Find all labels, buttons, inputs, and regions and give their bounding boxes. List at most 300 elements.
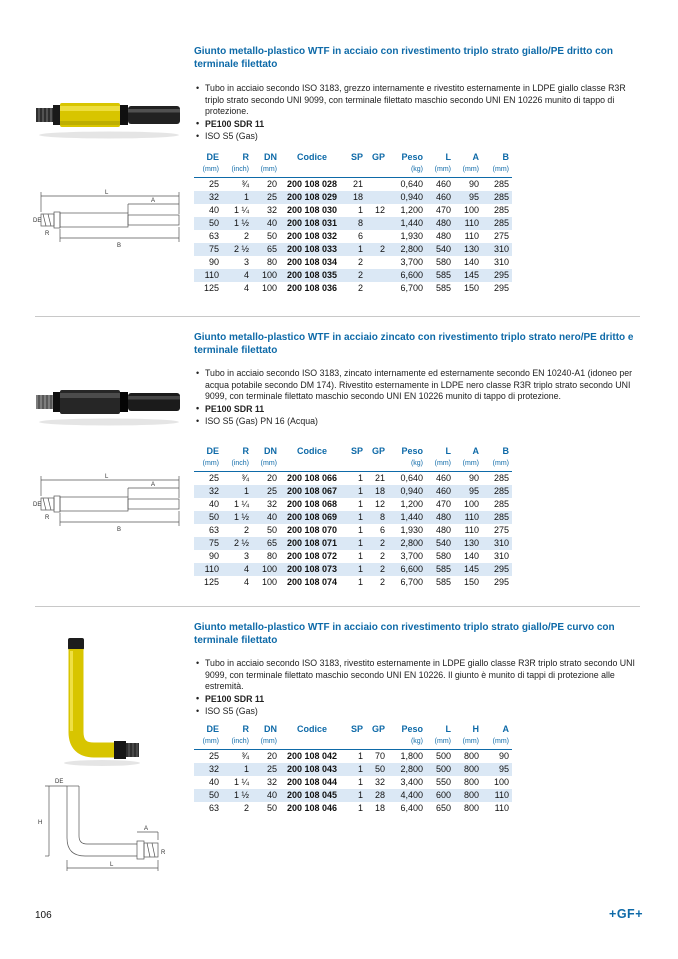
table-cell: 4 xyxy=(243,564,249,574)
table-cell: 63 xyxy=(208,525,219,535)
table-cell: 50 xyxy=(208,512,219,522)
table-cell: 285 xyxy=(493,512,509,522)
drawing-labels xyxy=(33,474,155,533)
table-cell: 1 xyxy=(357,538,363,548)
table-cell: 2 ½ xyxy=(233,244,249,254)
table-cell xyxy=(366,256,388,269)
table-row xyxy=(194,776,512,789)
technical-drawing-straight xyxy=(33,470,185,534)
column-header: Codice xyxy=(296,152,327,162)
table-cell: 4 xyxy=(243,270,249,280)
elbow-pipe-yellow xyxy=(72,649,117,750)
code-cell: 200 108 044 xyxy=(286,777,338,787)
table-cell: 1 xyxy=(357,764,363,774)
column-header: GP xyxy=(371,724,385,734)
dim-label-l: L xyxy=(105,474,109,480)
table-cell: 100 xyxy=(261,270,277,280)
table-cell: 585 xyxy=(435,283,451,293)
table-cell: 32 xyxy=(208,764,219,774)
table-cell: 800 xyxy=(463,777,479,787)
table-cell: 1 ¼ xyxy=(233,777,249,787)
table-cell: 3,700 xyxy=(400,257,423,267)
table-row xyxy=(194,191,512,204)
table-cell: 6,600 xyxy=(400,564,423,574)
table-cell: 95 xyxy=(498,764,509,774)
table-row xyxy=(194,750,512,764)
table-cell: 0,940 xyxy=(400,486,423,496)
table-cell: 18 xyxy=(352,192,363,202)
table-cell: 3 xyxy=(243,257,249,267)
table-cell: ¾ xyxy=(241,473,249,483)
column-header: L xyxy=(445,724,451,734)
bullet-pe-spec: • PE100 SDR 11 xyxy=(194,119,646,131)
table-row xyxy=(194,472,512,486)
code-cell: 200 108 069 xyxy=(286,512,338,522)
table-cell: 310 xyxy=(493,244,509,254)
table-cell: 470 xyxy=(435,499,451,509)
table-cell: 1 xyxy=(357,751,363,761)
column-unit: (mm) xyxy=(194,736,222,750)
table-cell: 1 ½ xyxy=(233,512,249,522)
code-cell: 200 108 033 xyxy=(286,244,338,254)
table-cell: 63 xyxy=(208,231,219,241)
table-cell: 1 xyxy=(357,244,363,254)
product-table xyxy=(194,724,512,815)
table-units-row xyxy=(194,164,512,178)
table-cell: 1 xyxy=(357,803,363,813)
dim-label-r: R xyxy=(45,515,50,521)
technical-drawing-elbow xyxy=(33,776,185,874)
table-cell: 1,930 xyxy=(400,525,423,535)
code-cell: 200 108 070 xyxy=(286,525,338,535)
code-cell: 200 108 042 xyxy=(286,751,338,761)
table-cell: 2,800 xyxy=(400,244,423,254)
column-unit: (kg) xyxy=(388,164,426,178)
table-cell: 110 xyxy=(494,803,509,813)
table-cell: 470 xyxy=(435,205,451,215)
dim-label-r: R xyxy=(161,850,166,856)
table-cell: 70 xyxy=(374,751,385,761)
column-unit xyxy=(280,458,344,472)
table-row xyxy=(194,230,512,243)
table-cell: 6 xyxy=(379,525,385,535)
table-cell: ¾ xyxy=(241,751,249,761)
column-header: L xyxy=(445,446,451,456)
column-header: R xyxy=(242,724,249,734)
table-cell: 40 xyxy=(266,790,277,800)
code-cell: 200 108 046 xyxy=(286,803,338,813)
table-row xyxy=(194,256,512,269)
table-cell: 110 xyxy=(204,564,219,574)
column-unit: (mm) xyxy=(194,458,222,472)
table-cell: 480 xyxy=(435,512,451,522)
code-cell: 200 108 032 xyxy=(286,231,338,241)
table-cell: 6,600 xyxy=(400,270,423,280)
table-cell: 90 xyxy=(468,179,479,189)
pe-cap-black xyxy=(68,638,84,650)
table-cell: 2 xyxy=(379,538,385,548)
table-cell: 580 xyxy=(435,257,451,267)
code-cell: 200 108 043 xyxy=(286,764,338,774)
table-cell: 285 xyxy=(493,473,509,483)
table-cell: 100 xyxy=(261,564,277,574)
product-photo-straight-black xyxy=(33,379,185,427)
column-unit: (mm) xyxy=(482,164,512,178)
table-cell: 50 xyxy=(374,764,385,774)
product-table xyxy=(194,446,512,589)
table-cell: 285 xyxy=(493,218,509,228)
column-unit: (kg) xyxy=(388,458,426,472)
table-cell: 480 xyxy=(435,218,451,228)
table-cell: 310 xyxy=(493,551,509,561)
table-cell: 32 xyxy=(266,205,277,215)
table-units-row xyxy=(194,458,512,472)
table-cell: 285 xyxy=(493,192,509,202)
code-cell: 200 108 034 xyxy=(286,257,338,267)
drawing-labels xyxy=(33,190,155,249)
table-cell: 585 xyxy=(435,564,451,574)
table-cell: 21 xyxy=(374,473,385,483)
table-cell: 50 xyxy=(266,525,277,535)
table-cell: ¾ xyxy=(241,179,249,189)
table-cell: 6,400 xyxy=(400,803,423,813)
table-cell: 20 xyxy=(266,473,277,483)
table-row xyxy=(194,485,512,498)
shadow xyxy=(64,760,140,766)
code-cell: 200 108 031 xyxy=(286,218,338,228)
code-cell: 200 108 067 xyxy=(286,486,338,496)
bullet-list xyxy=(194,368,646,429)
column-header: DE xyxy=(206,152,219,162)
column-unit: (mm) xyxy=(426,736,454,750)
table-cell: 0,640 xyxy=(400,179,423,189)
dim-label-r: R xyxy=(45,231,50,237)
table-row xyxy=(194,789,512,802)
table-cell: 2 xyxy=(243,525,249,535)
table-cell: 460 xyxy=(435,473,451,483)
bullet-description: • Tubo in acciaio secondo ISO 3183, grezzo internamente e rivestito esternamente in LDPE giallo classe R3R triplo strato secondo UNI 9099, con terminale filettato maschio secondo UNI EN 10226 munito di tappo di protezione. xyxy=(194,83,646,118)
table-cell: 50 xyxy=(208,790,219,800)
dim-label-b: B xyxy=(117,527,122,533)
code-cell: 200 108 068 xyxy=(286,499,338,509)
table-cell: 20 xyxy=(266,751,277,761)
table-cell: 125 xyxy=(203,283,219,293)
table-cell: 125 xyxy=(203,577,219,587)
column-unit xyxy=(280,736,344,750)
dim-label-de: DE xyxy=(55,779,64,785)
code-cell: 200 108 030 xyxy=(286,205,338,215)
table-row xyxy=(194,524,512,537)
table-cell: 40 xyxy=(266,218,277,228)
table-cell: 460 xyxy=(435,192,451,202)
table-cell: 32 xyxy=(374,777,385,787)
code-cell: 200 108 029 xyxy=(286,192,338,202)
table-cell: 295 xyxy=(493,283,509,293)
table-cell: 275 xyxy=(493,525,509,535)
code-cell: 200 108 071 xyxy=(286,538,338,548)
table-header-row xyxy=(194,152,512,164)
table-cell: 110 xyxy=(464,512,479,522)
column-header: R xyxy=(242,152,249,162)
dim-label-a: A xyxy=(151,198,156,204)
column-header: H xyxy=(472,724,479,734)
table-cell: 295 xyxy=(493,270,509,280)
table-cell: 540 xyxy=(435,538,451,548)
table-cell: 40 xyxy=(208,499,219,509)
table-row xyxy=(194,511,512,524)
column-unit: (kg) xyxy=(388,736,426,750)
table-cell: 1 ½ xyxy=(233,218,249,228)
column-header: GP xyxy=(371,152,385,162)
column-unit: (mm) xyxy=(252,736,280,750)
column-header: B xyxy=(502,446,509,456)
code-cell: 200 108 035 xyxy=(286,270,338,280)
code-cell: 200 108 072 xyxy=(286,551,338,561)
table-cell: 100 xyxy=(261,577,277,587)
table-row xyxy=(194,802,512,815)
column-unit: (mm) xyxy=(454,164,482,178)
table-cell: 32 xyxy=(208,192,219,202)
column-header: B xyxy=(502,152,509,162)
column-header: DE xyxy=(206,724,219,734)
table-row xyxy=(194,204,512,217)
column-header: SP xyxy=(350,724,363,734)
table-cell: 1,930 xyxy=(400,231,423,241)
table-cell: 65 xyxy=(266,538,277,548)
table-cell: 800 xyxy=(463,751,479,761)
table-cell: 25 xyxy=(208,179,219,189)
table-cell: 1 xyxy=(357,564,363,574)
column-header: GP xyxy=(371,446,385,456)
table-row xyxy=(194,498,512,511)
table-cell: 1 xyxy=(243,486,249,496)
column-header: DE xyxy=(206,446,219,456)
table-row xyxy=(194,178,512,192)
table-cell: 480 xyxy=(435,525,451,535)
column-unit: (inch) xyxy=(222,164,252,178)
table-cell: 1,440 xyxy=(400,218,423,228)
table-row xyxy=(194,563,512,576)
table-row xyxy=(194,282,512,295)
table-cell: 800 xyxy=(463,790,479,800)
page-number: 106 xyxy=(35,910,52,921)
table-cell: 110 xyxy=(464,231,479,241)
table-cell: 2 xyxy=(357,283,363,293)
table-cell: 100 xyxy=(463,499,479,509)
column-header: Peso xyxy=(401,446,423,456)
table-cell: 110 xyxy=(464,525,479,535)
column-header: Codice xyxy=(296,724,327,734)
table-cell: 285 xyxy=(493,205,509,215)
bullet-iso-spec: • ISO S5 (Gas) PN 16 (Acqua) xyxy=(194,416,646,428)
table-cell: 1 xyxy=(357,486,363,496)
table-cell xyxy=(366,191,388,204)
code-cell: 200 108 073 xyxy=(286,564,338,574)
section-divider xyxy=(35,606,640,607)
table-cell: 480 xyxy=(435,231,451,241)
column-unit: (mm) xyxy=(252,164,280,178)
table-cell: 6 xyxy=(357,231,363,241)
table-cell: 3,400 xyxy=(400,777,423,787)
table-cell: 585 xyxy=(435,577,451,587)
table-cell: 2 xyxy=(357,270,363,280)
table-cell: 295 xyxy=(493,577,509,587)
column-header: A xyxy=(472,152,479,162)
table-cell: 140 xyxy=(463,257,479,267)
column-unit: (mm) xyxy=(194,164,222,178)
table-cell xyxy=(366,282,388,295)
column-unit xyxy=(344,736,366,750)
table-cell: 800 xyxy=(463,764,479,774)
table-cell: 75 xyxy=(208,538,219,548)
table-cell: 8 xyxy=(379,512,385,522)
table-cell: 600 xyxy=(435,790,451,800)
straight-yellow-fitting-image xyxy=(33,92,185,140)
dim-label-b: B xyxy=(117,243,122,249)
straight-fitting-drawing xyxy=(33,470,185,534)
table-cell: 1 xyxy=(243,192,249,202)
table-cell: 50 xyxy=(266,231,277,241)
dim-label-de: DE xyxy=(33,218,42,224)
bullet-description: • Tubo in acciaio secondo ISO 3183, rivestito esternamente in LDPE giallo classe R3R triplo strato secondo UNI 9099, con terminale filettato maschio secondo UNI EN 10226. Il giunto è munito di tappi di protezione alle estremità. xyxy=(194,658,646,693)
table-cell: 65 xyxy=(266,244,277,254)
column-header: R xyxy=(242,446,249,456)
table-cell: 145 xyxy=(463,564,479,574)
table-cell: 110 xyxy=(494,790,509,800)
table-cell: 110 xyxy=(204,270,219,280)
column-unit xyxy=(366,164,388,178)
table-row xyxy=(194,269,512,282)
steel-body-black xyxy=(60,390,120,414)
table-cell: 295 xyxy=(493,564,509,574)
table-cell: 100 xyxy=(261,283,277,293)
table-row xyxy=(194,217,512,230)
table-cell: 2 xyxy=(357,257,363,267)
table-cell: 580 xyxy=(435,551,451,561)
table-cell: 18 xyxy=(374,803,385,813)
table-cell: 275 xyxy=(493,231,509,241)
table-row xyxy=(194,243,512,256)
column-unit xyxy=(366,458,388,472)
bullet-pe-spec: • PE100 SDR 11 xyxy=(194,404,646,416)
table-cell: 6,700 xyxy=(400,283,423,293)
section-title: Giunto metallo-plastico WTF in acciaio con rivestimento triplo strato giallo/PE dritto con terminale filettato xyxy=(194,46,613,70)
table-cell: 3,700 xyxy=(400,551,423,561)
section-divider xyxy=(35,316,640,317)
table-cell xyxy=(366,217,388,230)
table-cell: 1 xyxy=(357,790,363,800)
table-cell: 12 xyxy=(374,205,385,215)
straight-black-fitting-image xyxy=(33,379,185,427)
drawing-lines xyxy=(45,786,158,871)
table-cell: 4 xyxy=(243,577,249,587)
table-cell: 1 ½ xyxy=(233,790,249,800)
table-cell: 500 xyxy=(435,764,451,774)
straight-fitting-drawing xyxy=(33,186,185,250)
table-cell: 2,800 xyxy=(400,538,423,548)
table-cell: 550 xyxy=(435,777,451,787)
table-cell: 1 xyxy=(357,473,363,483)
table-cell: 1 xyxy=(357,205,363,215)
column-unit xyxy=(366,736,388,750)
column-unit: (mm) xyxy=(454,458,482,472)
table-cell: 150 xyxy=(463,577,479,587)
table-cell: 8 xyxy=(357,218,363,228)
table-cell: 150 xyxy=(463,283,479,293)
table-cell: 110 xyxy=(464,218,479,228)
brand-logo: +GF+ xyxy=(609,907,643,921)
table-cell: 21 xyxy=(352,179,363,189)
threaded-end xyxy=(36,392,60,412)
table-cell: 0,640 xyxy=(400,473,423,483)
table-cell: 310 xyxy=(493,257,509,267)
bullet-iso-spec: • ISO S5 (Gas) xyxy=(194,131,646,143)
table-cell: 2 xyxy=(243,231,249,241)
table-cell: 2 xyxy=(379,244,385,254)
table-cell: 310 xyxy=(493,538,509,548)
table-cell: 20 xyxy=(266,179,277,189)
table-cell: 32 xyxy=(208,486,219,496)
table-cell: 800 xyxy=(463,803,479,813)
table-cell: 90 xyxy=(498,751,509,761)
column-unit: (mm) xyxy=(454,736,482,750)
column-unit: (mm) xyxy=(482,736,512,750)
table-cell: 2 ½ xyxy=(233,538,249,548)
table-row xyxy=(194,576,512,589)
table-cell: 460 xyxy=(435,486,451,496)
table-cell: 140 xyxy=(463,551,479,561)
table-cell: 95 xyxy=(468,486,479,496)
threaded-end xyxy=(114,741,139,759)
table-cell: 80 xyxy=(266,551,277,561)
table-cell: 285 xyxy=(493,486,509,496)
table-cell: 1 xyxy=(357,551,363,561)
column-header: SP xyxy=(350,152,363,162)
table-cell: 585 xyxy=(435,270,451,280)
product-photo-elbow-yellow xyxy=(52,636,144,768)
table-cell: 285 xyxy=(493,499,509,509)
column-header: A xyxy=(472,446,479,456)
table-cell: 40 xyxy=(208,205,219,215)
table-cell: 1 xyxy=(357,499,363,509)
table-cell: 50 xyxy=(208,218,219,228)
bullet-list xyxy=(194,83,646,144)
technical-drawing-straight xyxy=(33,186,185,250)
table-row xyxy=(194,763,512,776)
table-cell: 18 xyxy=(374,486,385,496)
column-unit xyxy=(280,164,344,178)
table-cell: 32 xyxy=(266,777,277,787)
product-table xyxy=(194,152,512,295)
table-cell: 25 xyxy=(266,192,277,202)
table-units-row xyxy=(194,736,512,750)
dim-label-h: H xyxy=(38,820,43,826)
table-cell: 540 xyxy=(435,244,451,254)
pe-end-black xyxy=(120,392,180,412)
table-cell: 100 xyxy=(463,205,479,215)
table-cell: 28 xyxy=(374,790,385,800)
table-cell: 100 xyxy=(493,777,509,787)
table-cell: 90 xyxy=(468,473,479,483)
bullet-iso-spec: • ISO S5 (Gas) xyxy=(194,706,646,718)
column-unit: (mm) xyxy=(426,164,454,178)
column-header: SP xyxy=(350,446,363,456)
section-title: Giunto metallo-plastico WTF in acciaio zincato con rivestimento triplo strato nero/PE dritto e terminale filettato xyxy=(194,332,634,356)
dim-label-a: A xyxy=(144,826,149,832)
dim-label-l: L xyxy=(110,862,114,868)
table-cell: 75 xyxy=(208,244,219,254)
table-cell: 95 xyxy=(468,192,479,202)
